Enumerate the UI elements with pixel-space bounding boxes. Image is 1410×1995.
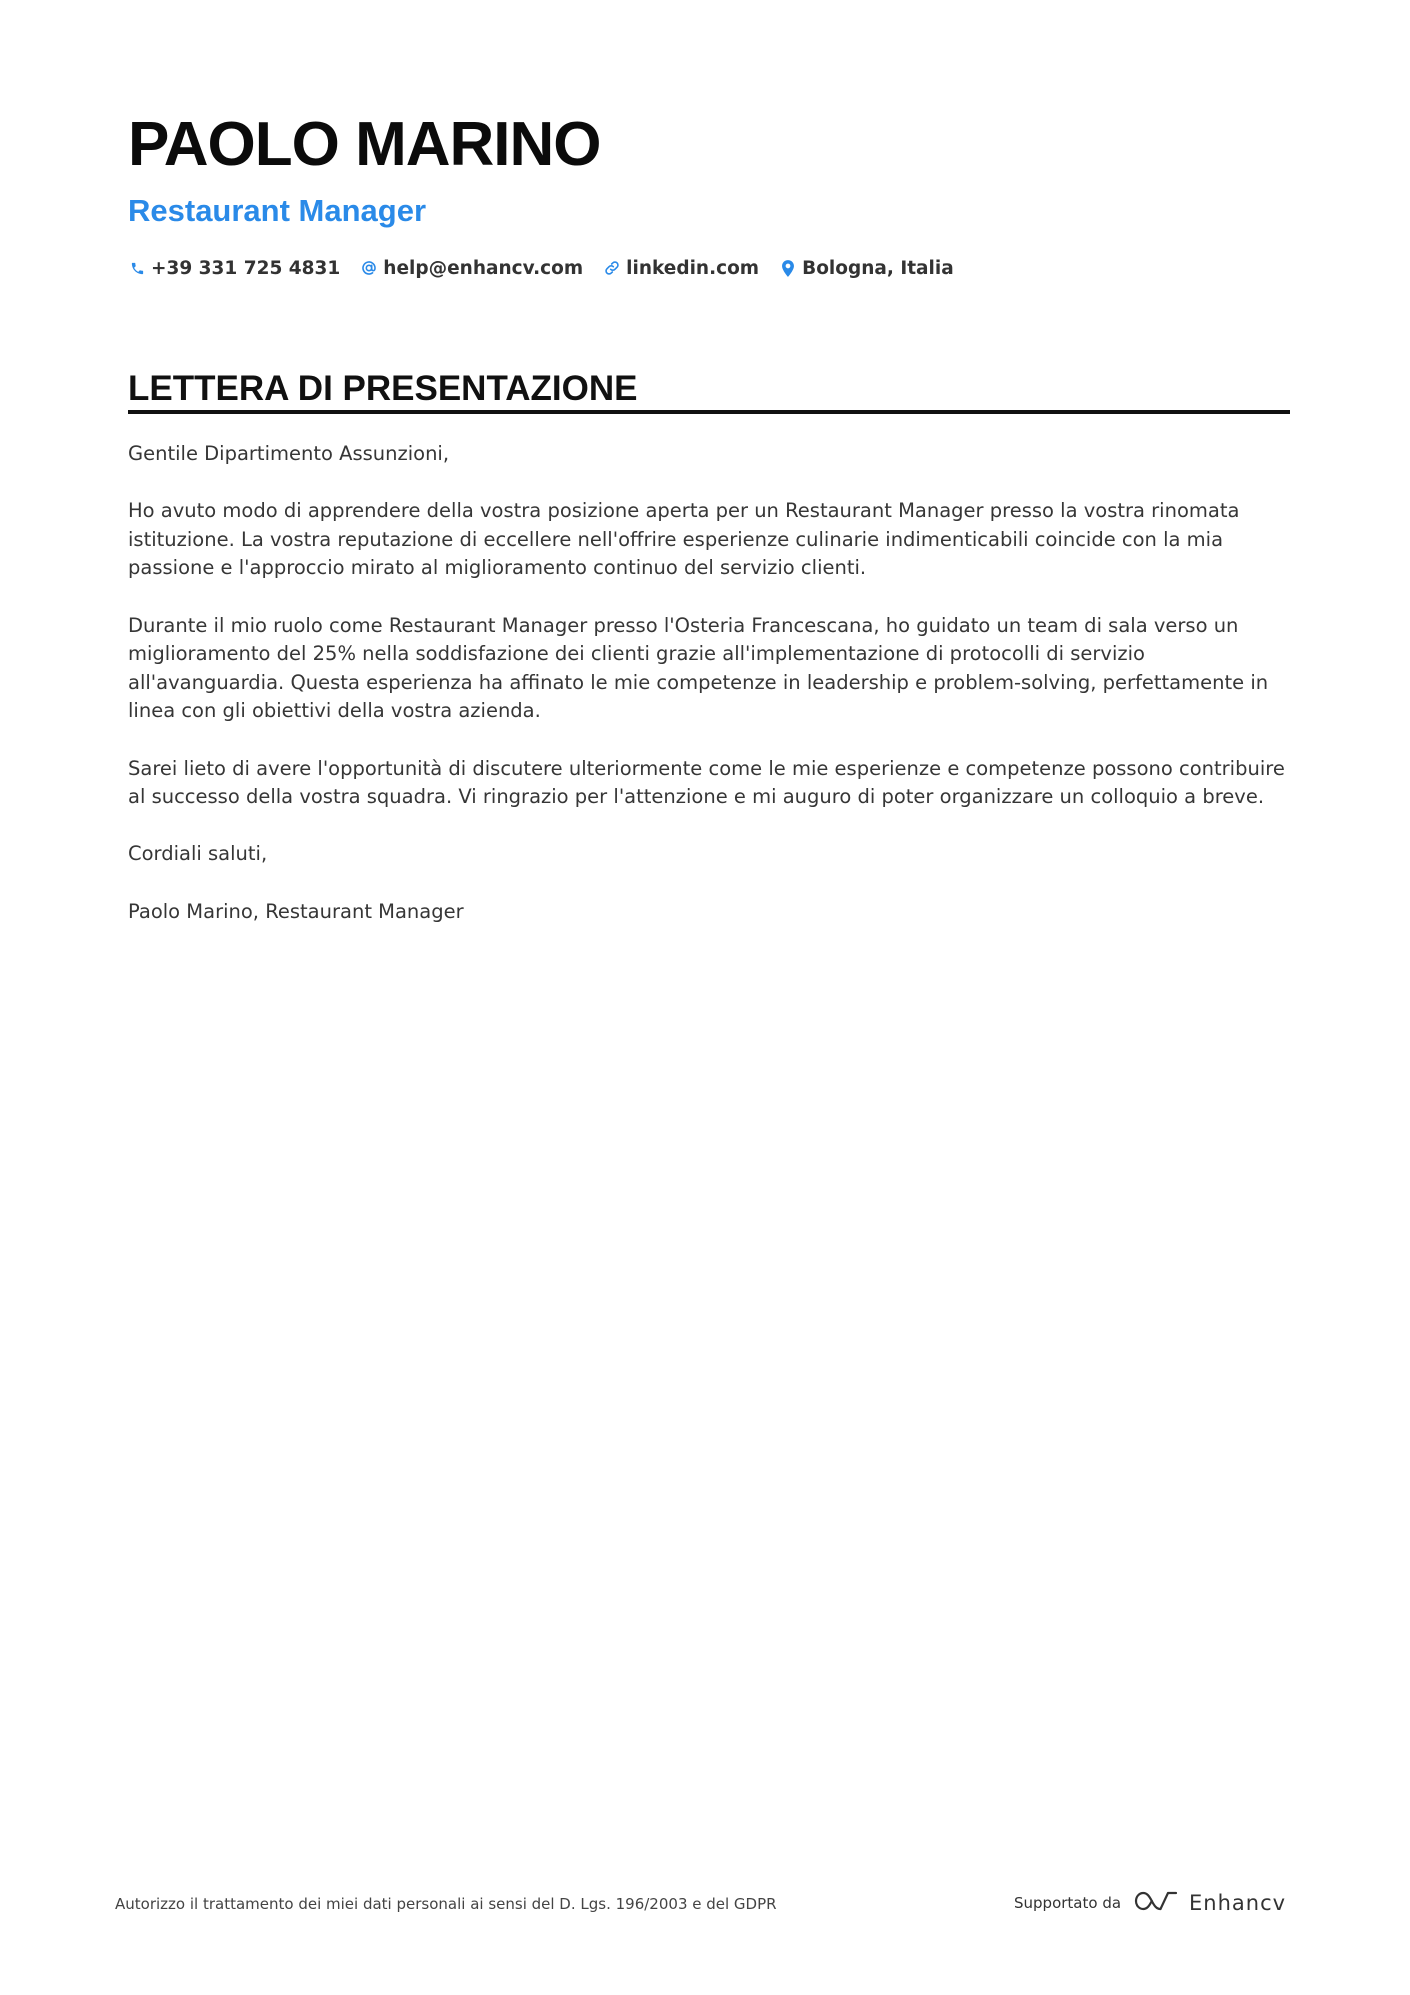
privacy-consent: Autorizzo il trattamento dei miei dati personali ai sensi del D. Lgs. 196/2003 e del GDPR [115, 1895, 777, 1913]
letter-greeting: Gentile Dipartimento Assunzioni, [128, 442, 450, 465]
contact-phone [128, 258, 340, 279]
at-icon [360, 259, 378, 277]
letter-paragraph-2: Durante il mio ruolo come Restaurant Manager presso l'Osteria Francescana, ho guidato un team di sala verso un miglioramento del 25% nella soddisfazione dei clienti grazie all'implementazione di protocolli di servizio all'avanguardia. Questa esperienza ha affinato le mie competenze in leadership e problem-solving, perfettamente in linea con gli obiettivi della vostra azienda. [128, 613, 1269, 723]
candidate-name: PAOLO MARINO [128, 110, 601, 179]
enhancv-brand: Enhancv [1189, 1891, 1287, 1915]
powered-by-label: Supportato da [1014, 1894, 1122, 1912]
phone-icon [128, 259, 146, 277]
email-address: help@enhancv.com [383, 257, 584, 279]
letter-paragraph-1: Ho avuto modo di apprendere della vostra posizione aperta per un Restaurant Manager presso la vostra rinomata istituzione. La vostra reputazione di eccellere nell'offrire esperienze culinarie indimenticabili coincide con la mia passione e l'approccio mirato al miglioramento continuo del servizio clienti. [128, 499, 1240, 580]
contact-info [128, 253, 974, 283]
section-title: LETTERA DI PRESENTAZIONE [128, 369, 638, 408]
contact-email [360, 258, 583, 279]
location-text: Bologna, Italia [802, 257, 954, 279]
section-divider [128, 410, 1290, 414]
powered-by [1014, 1886, 1286, 1920]
contact-location [779, 258, 954, 279]
letter-signature: Paolo Marino, Restaurant Manager [128, 899, 464, 923]
letter-closing: Cordiali saluti, [128, 842, 268, 866]
candidate-role: Restaurant Manager [128, 193, 427, 228]
letter-body [128, 440, 1290, 955]
location-pin-icon [779, 259, 797, 277]
link-icon [603, 259, 621, 277]
enhancv-logo-icon [1133, 1888, 1179, 1918]
contact-linkedin [603, 258, 759, 279]
phone-number: +39 331 725 4831 [151, 257, 341, 279]
linkedin-url: linkedin.com [626, 257, 760, 279]
letter-paragraph-3: Sarei lieto di avere l'opportunità di discutere ulteriormente come le mie esperienze e competenze possono contribuire al successo della vostra squadra. Vi ringrazio per l'attenzione e mi auguro di poter organizzare un colloquio a breve. [128, 756, 1285, 809]
